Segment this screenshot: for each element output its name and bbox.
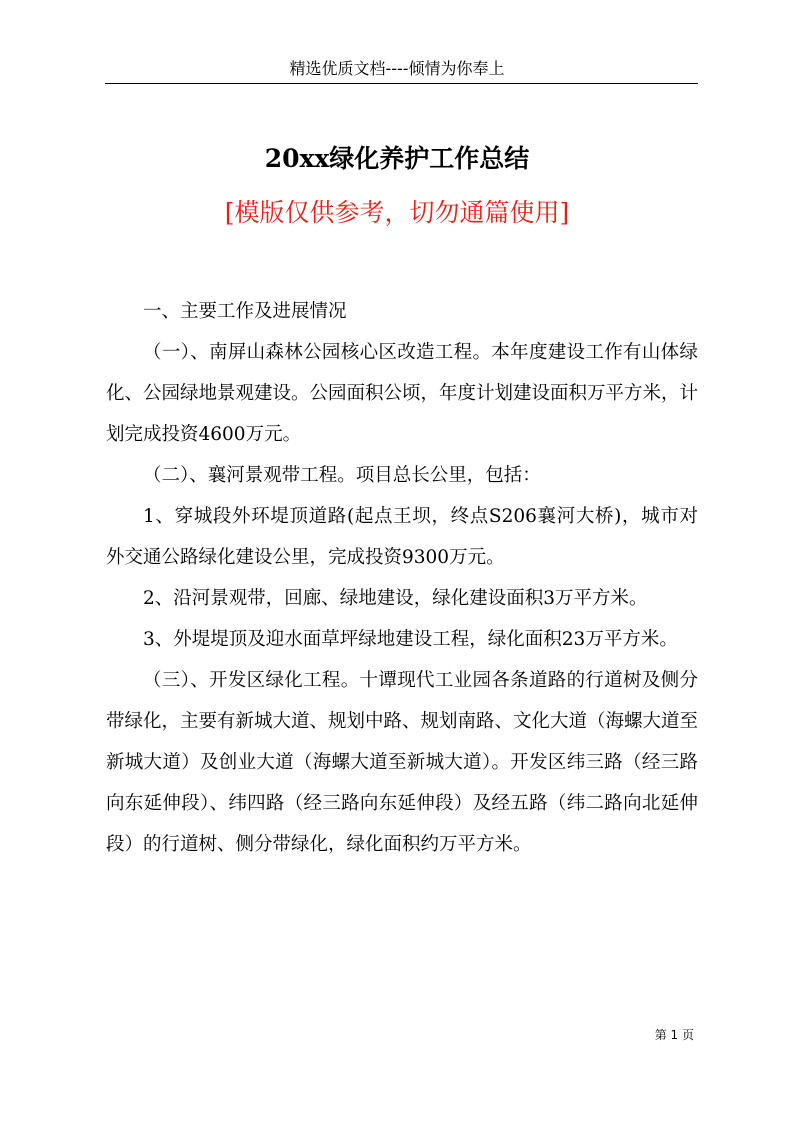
page-header: 精选优质文档----倾情为你奉上 <box>289 59 505 78</box>
paragraph-development-zone: （三）、开发区绿化工程。十谭现代工业园各条道路的行道树及侧分带绿化，主要有新城大道、规划中路、规划南路、文化大道（海螺大道至新城大道）及创业大道（海螺大道至新城大道）。开发区纬三路（经三路向东延伸段）、纬四路（经三路向东延伸段）及经五路（纬二路向北延伸段）的行道树、侧分带绿化，绿化面积约万平方米。 <box>106 670 699 855</box>
header-divider <box>105 83 698 84</box>
paragraph-item-3: 3、外堤堤顶及迎水面草坪绿地建设工程，绿化面积23万平方米。 <box>143 629 678 650</box>
paragraph-xianghe-landscape: （二）、襄河景观带工程。项目总长公里，包括： <box>143 465 541 486</box>
page-number: 第 1 页 <box>654 1028 694 1042</box>
paragraph-item-1: 1、穿城段外环堤顶道路(起点王坝，终点S206襄河大桥)，城市对外交通公路绿化建设公里，完成投资9300万元。 <box>106 506 698 568</box>
paragraph-nanping-park: （一）、南屏山森林公园核心区改造工程。本年度建设工作有山体绿化、公园绿地景观建设。公园面积公顷，年度计划建设面积万平方米，计划完成投资4600万元。 <box>106 342 699 445</box>
document-title: 20xx绿化养护工作总结 <box>264 144 530 173</box>
document-subtitle: [模版仅供参考，切勿通篇使用] <box>224 198 570 227</box>
paragraph-item-2: 2、沿河景观带，回廊、绿地建设，绿化建设面积3万平方米。 <box>143 588 648 609</box>
section-heading-main-work: 一、主要工作及进展情况 <box>143 301 347 322</box>
document-body <box>106 291 698 865</box>
